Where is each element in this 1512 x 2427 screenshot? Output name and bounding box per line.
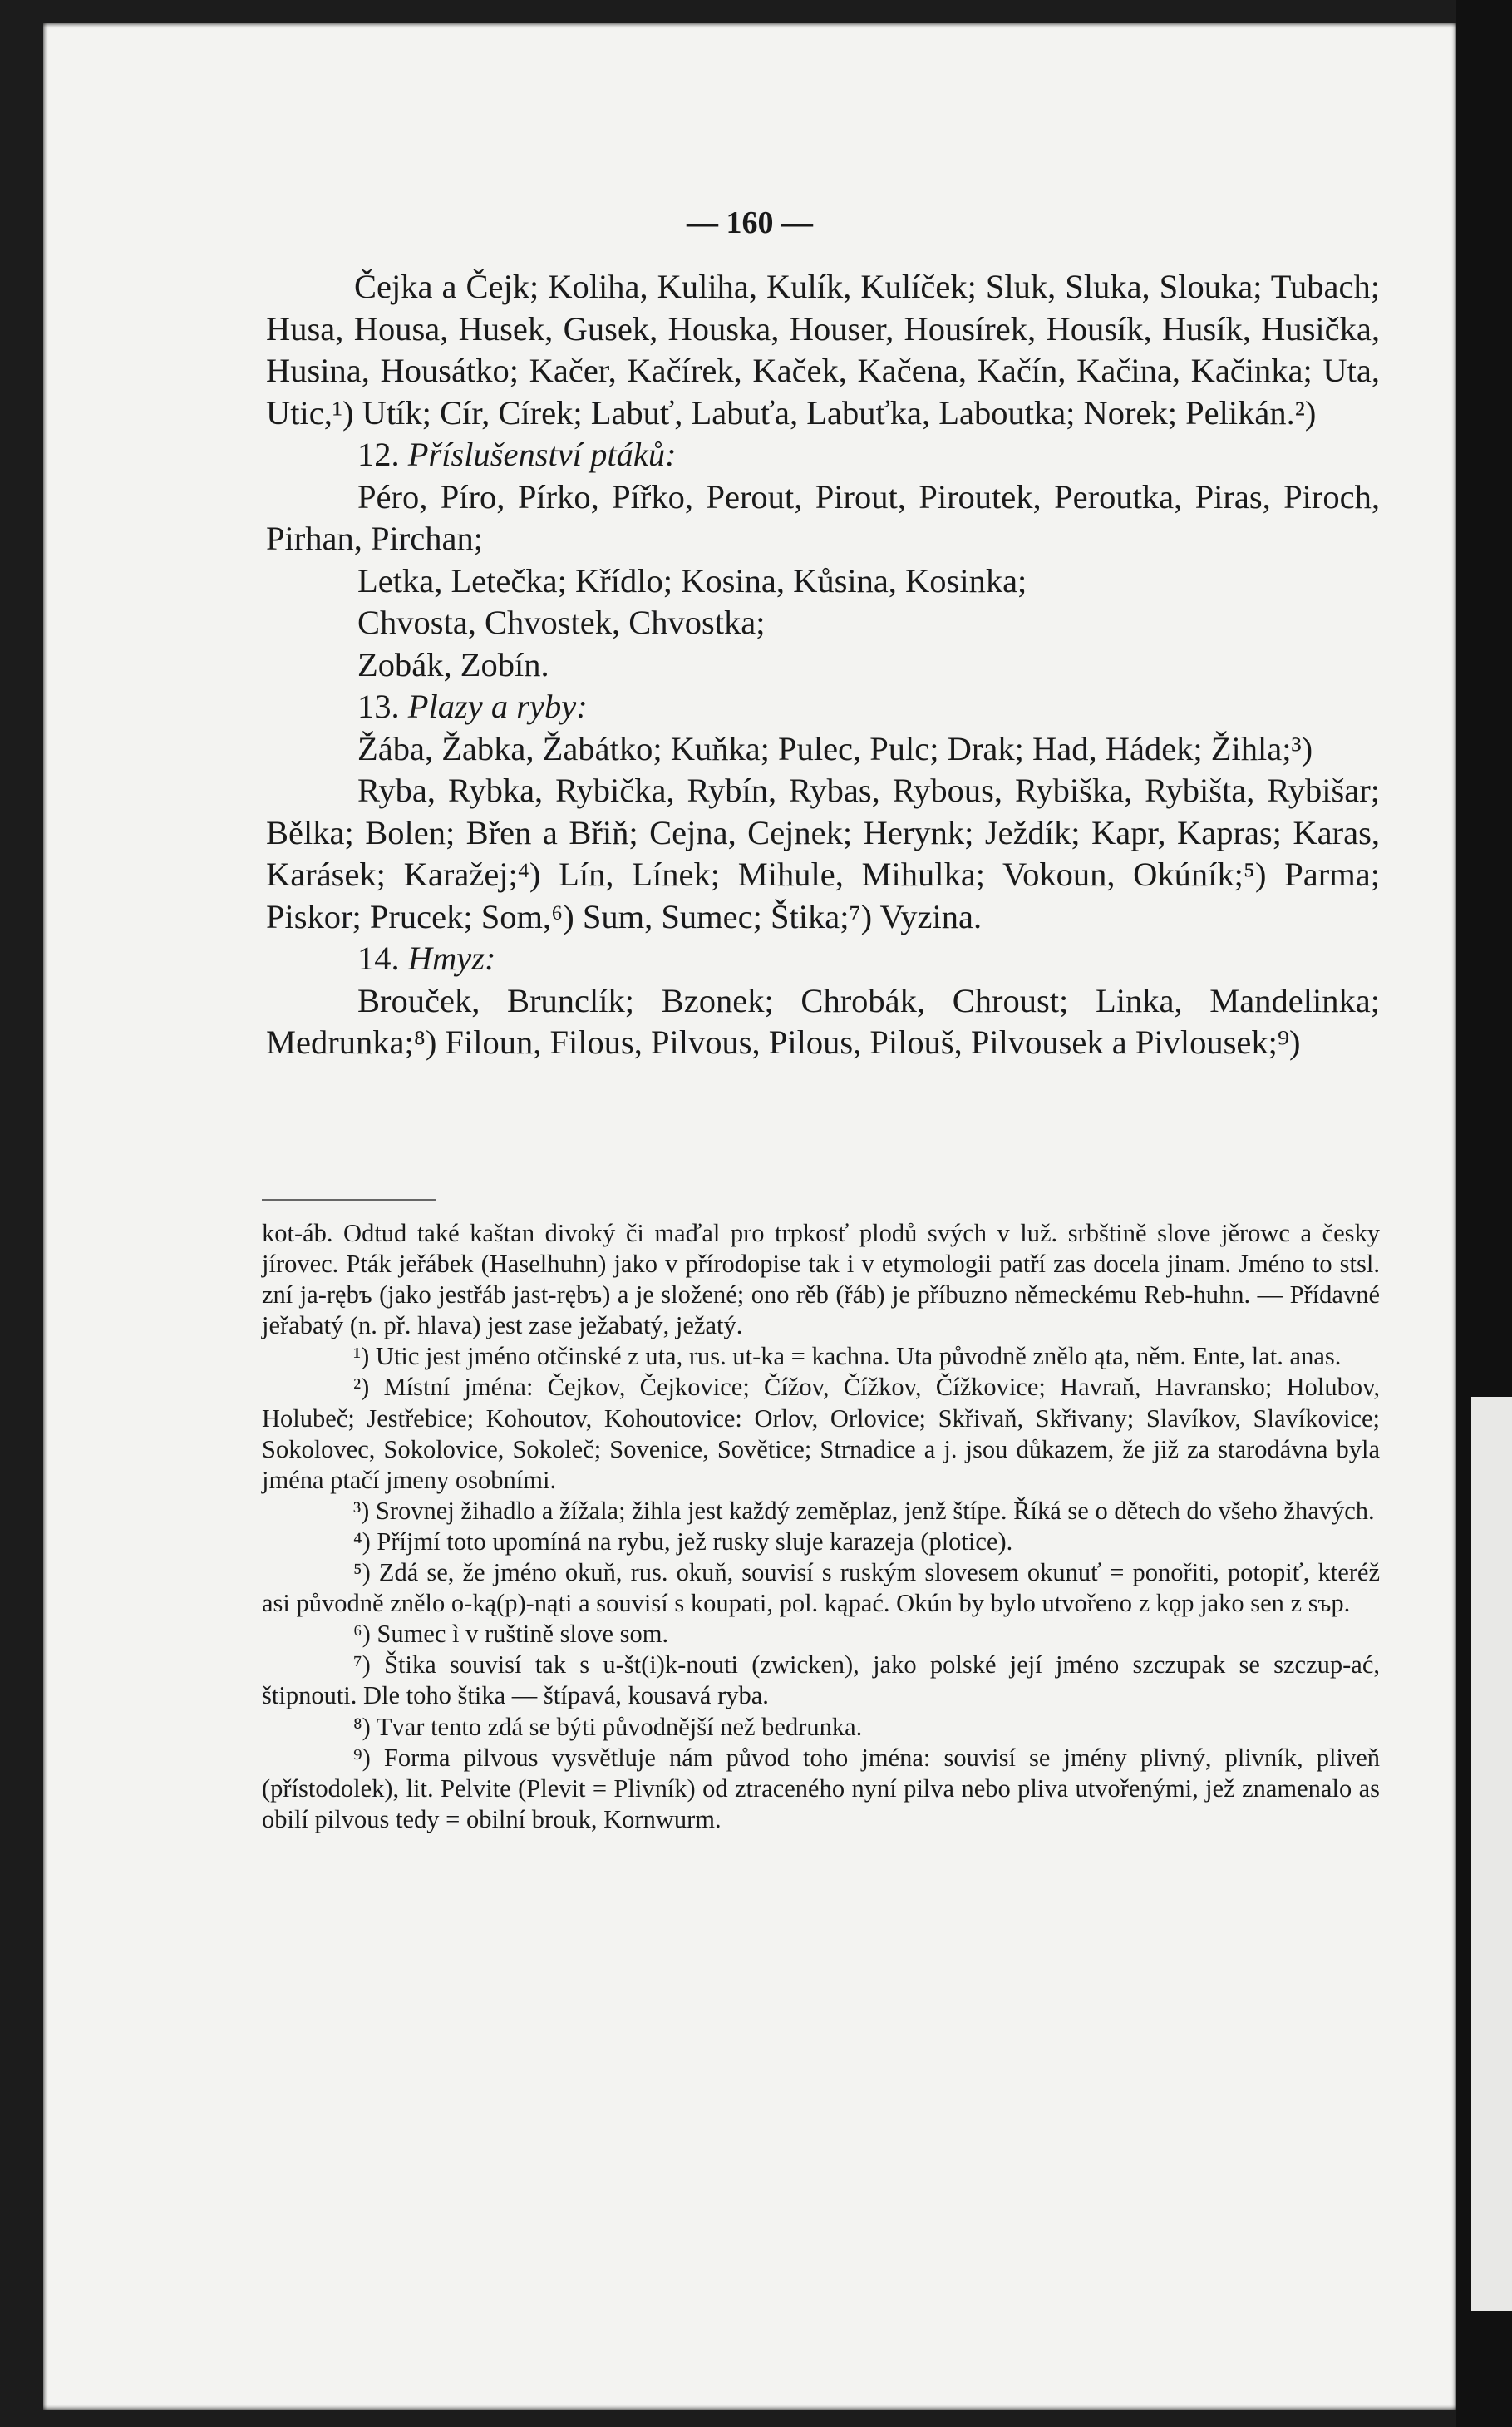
section-heading bbox=[266, 686, 1380, 728]
footnote: ²) Místní jména: Čejkov, Čejkovice; Čížov, Čížkov, Čížkovice; Havraň, Havransko; Holubov, Holubeč; Jestřebice; Kohoutov, Kohoutovice: Orlov, Orlovice; Skřivaň, Skřivany; Slavíkov, Slavíkovice; Sokolovec, Sokolovice, Sokoleč; Sovenice, Sovětice; Strnadice a j. jsou důkazem, že již za starodávna byla jména ptačí jmeny osobními. bbox=[262, 1373, 1380, 1494]
page-number: — 160 — bbox=[687, 205, 813, 240]
section-title: Příslušenství ptáků: bbox=[407, 436, 677, 473]
body-paragraph: Péro, Píro, Pírko, Pířko, Perout, Pirout, Piroutek, Peroutka, Piras, Piroch, Pirhan, Pirchan; bbox=[266, 477, 1380, 557]
section-title: Plazy a ryby: bbox=[407, 688, 588, 725]
section-number: 14. bbox=[357, 940, 408, 977]
body-paragraph: Čejka a Čejk; Koliha, Kuliha, Kulík, Kulíček; Sluk, Sluka, Slouka; Tubach; Husa, Housa, Husek, Gusek, Houska, Houser, Housírek, Housík, Husík, Husička, Husina, Housátko; Kačer, Kačírek, Kaček, Kačena, Kačín, Kačina, Kačinka; Uta, Utic,¹) Utík; Cír, Círek; Labuť, Labuťa, Labuťka, Laboutka; Norek; Pelikán.²) bbox=[266, 268, 1380, 432]
footnote: ¹) Utic jest jméno otčinské z uta, rus. ut-ka = kachna. Uta původně znělo ąta, něm. Ente, lat. anas. bbox=[353, 1342, 1342, 1371]
footnote: ³) Srovnej žihadlo a žížala; žihla jest každý zeměplaz, jenž štípe. Říká se o dětech do všeho žhavých. bbox=[353, 1496, 1375, 1525]
body-paragraph: Žába, Žabka, Žabátko; Kuňka; Pulec, Pulc; Drak; Had, Hádek; Žihla;³) bbox=[357, 729, 1313, 767]
section-heading bbox=[266, 434, 1380, 476]
footnote: ⁹) Forma pilvous vysvětluje nám původ toho jména: souvisí se jmény plivný, plivník, pliveň (přístodolek), lit. Pelvite (Plevit = Plivník) od ztraceného nyní pilva nebo pliva utvořenými, jež znamenalo as obilí pilvous tedy = obilní brouk, Kornwurm. bbox=[262, 1743, 1380, 1833]
main-text-block bbox=[266, 266, 1380, 1064]
footnotes-block bbox=[262, 1218, 1380, 1835]
body-paragraph: Ryba, Rybka, Rybička, Rybín, Rybas, Rybous, Rybiška, Rybišta, Rybišar; Bělka; Bolen; Břen a Břiň; Cejna, Cejnek; Herynk; Ježdík; Kapr, Kapras; Karas, Karásek; Karažej;⁴) Lín, Línek; Mihule, Mihulka; Vokoun, Okúník;⁵) Parma; Piskor; Prucek; Som,⁶) Sum, Sumec; Štika;⁷) Vyzina. bbox=[266, 772, 1380, 935]
footnote: ⁴) Příjmí toto upomíná na rybu, jež rusky sluje karazeja (plotice). bbox=[353, 1527, 1013, 1556]
footnote-continuation: kot-áb. Odtud také kaštan divoký či maďal pro trpkosť plodů svých v luž. srbštině slove jěrowc a česky jírovec. Pták jeřábek (Haselhuhn) jako v přírodopise tak i v etymologii patří zas docela jinam. Jméno to stsl. zní ja-rębъ (jako jestřáb jast-rębъ) a je složené; ono rěb (řáb) je příbuzno německému Reb-huhn. — Přídavné jeřabatý (n. př. hlava) jest zase ježabatý, ježatý. bbox=[262, 1219, 1380, 1340]
footnote-separator bbox=[262, 1199, 436, 1201]
footnote: ⁸) Tvar tento zdá se býti původnější než bedrunka. bbox=[353, 1712, 863, 1741]
footnote: ⁶) Sumec ì v ruštině slove som. bbox=[353, 1620, 669, 1649]
section-heading bbox=[266, 938, 1380, 980]
section-number: 12. bbox=[357, 436, 408, 473]
footnote: ⁷) Štika souvisí tak s u-št(i)k-nouti (zwicken), jako polské její jméno szczupak se szczup-ać, štipnouti. Dle toho štika — štípavá, kousavá ryba. bbox=[262, 1650, 1380, 1710]
section-number: 13. bbox=[357, 688, 408, 725]
adjacent-page-strip bbox=[1471, 1397, 1512, 2311]
body-paragraph: Letka, Letečka; Křídlo; Kosina, Kůsina, Kosinka; bbox=[357, 561, 1027, 599]
footnote: ⁵) Zdá se, že jméno okuň, rus. okuň, souvisí s ruským slovesem okunuť = ponořiti, potopiť, kteréž asi původně znělo o-ką(p)-nąti a souvisí s koupati, pol. kąpać. Okún by bylo utvořeno z kǫp jako sen z sъp. bbox=[262, 1558, 1380, 1618]
section-title: Hmyz: bbox=[407, 940, 496, 977]
body-paragraph: Brouček, Brunclík; Bzonek; Chrobák, Chroust; Linka, Mandelinka; Medrunka;⁸) Filoun, Filous, Pilvous, Pilous, Pilouš, Pilvousek a Pivlousek;⁹) bbox=[266, 981, 1380, 1061]
body-paragraph: Zobák, Zobín. bbox=[357, 645, 549, 683]
body-paragraph: Chvosta, Chvostek, Chvostka; bbox=[357, 604, 766, 641]
